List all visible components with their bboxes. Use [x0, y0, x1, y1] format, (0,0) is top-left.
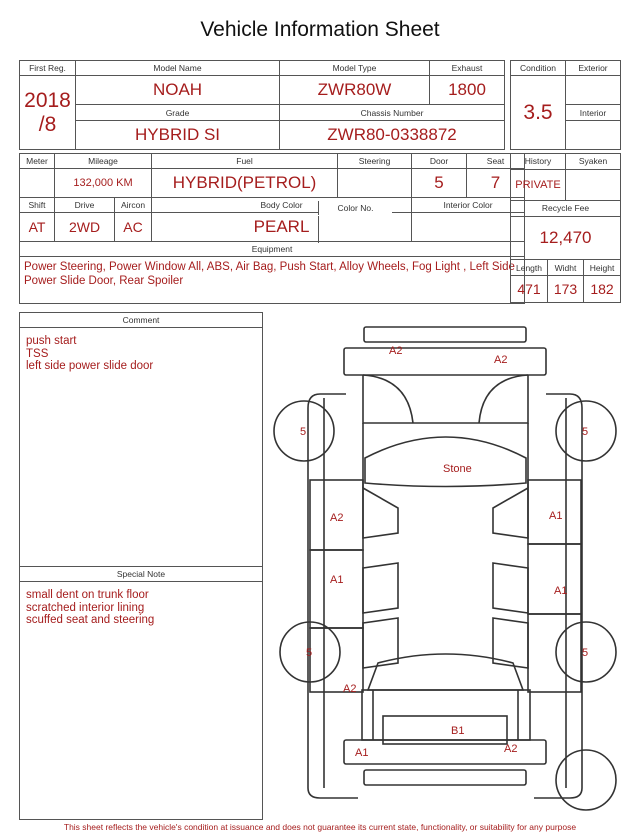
interior-color-value [412, 213, 525, 242]
body-color-label: Body Color [152, 198, 412, 213]
rear-bottom-bar [364, 770, 526, 785]
comment-text [20, 328, 262, 380]
interior-color-label: Interior Color [412, 198, 525, 213]
seat-value: 7 [467, 169, 525, 198]
color-no-value [318, 216, 392, 243]
special-note-text [20, 582, 262, 634]
steering-label: Steering [338, 154, 412, 169]
door-value: 5 [412, 169, 467, 198]
history-label: History [511, 154, 566, 170]
length-value: 471 [511, 276, 548, 303]
syaken-label: Syaken [566, 154, 621, 170]
comment-line: push start [26, 335, 77, 347]
front-top-bar [364, 327, 526, 342]
left-rear-door [310, 550, 363, 628]
syaken-value [566, 169, 621, 200]
steering-value [338, 169, 412, 198]
height-value: 182 [584, 276, 621, 303]
comment-line: TSS [26, 347, 49, 360]
mark-rear-left-tire: 5 [306, 647, 313, 659]
length-label: Length [511, 260, 548, 276]
door-label: Door [412, 154, 467, 169]
front-bumper [344, 348, 546, 375]
mark-front-right-tire: 5 [582, 426, 589, 438]
meter-value [20, 169, 55, 198]
mark-right-front-door: A1 [549, 510, 563, 522]
special-note-box [19, 566, 263, 820]
special-note-line: small dent on trunk floor [26, 589, 149, 601]
rear-window [368, 654, 523, 690]
model-name-label: Model Name [76, 61, 280, 76]
special-note-label: Special Note [20, 567, 262, 582]
comment-box [19, 312, 263, 568]
fuel-label: Fuel [152, 154, 338, 169]
mileage-value: 132,000 KM [55, 169, 152, 198]
windshield [365, 437, 526, 487]
exterior-label: Exterior [566, 61, 621, 76]
recycle-fee-label: Recycle Fee [511, 200, 621, 216]
shift-value: AT [20, 213, 55, 242]
special-note-line: scratched interior lining [26, 601, 145, 614]
first-reg-label: First Reg. [20, 61, 76, 76]
comment-line: left side power slide door [26, 360, 154, 372]
first-reg-year: 2018 [24, 88, 71, 112]
mileage-label: Mileage [55, 154, 152, 169]
history-table [510, 153, 621, 303]
car-damage-diagram [268, 318, 624, 818]
chassis-number-value: ZWR80-0338872 [280, 120, 505, 149]
exterior-value [566, 76, 621, 105]
grade-label: Grade [76, 105, 280, 120]
exhaust-label: Exhaust [430, 61, 505, 76]
aircon-value: AC [115, 213, 152, 242]
mark-left-rear-quarter: A2 [343, 683, 357, 695]
drive-label: Drive [55, 198, 115, 213]
mark-tailgate: B1 [451, 725, 465, 737]
recycle-fee-value: 12,470 [511, 216, 621, 260]
mark-right-rear-door: A1 [554, 585, 568, 597]
mark-front-bumper: A2 [389, 345, 403, 357]
grade-value: HYBRID SI [76, 120, 280, 149]
model-type-value: ZWR80W [280, 76, 430, 105]
equipment-label: Equipment [20, 242, 525, 257]
mark-rear-left: A1 [355, 747, 369, 759]
tailgate-frame [362, 690, 530, 740]
mark-left-front-door: A2 [330, 512, 344, 524]
chassis-number-label: Chassis Number [280, 105, 505, 120]
interior-label: Interior [566, 105, 621, 120]
page-title: Vehicle Information Sheet [200, 18, 440, 41]
meter-label: Meter [20, 154, 55, 169]
width-label: Widht [548, 260, 584, 276]
right-rear-door [528, 544, 581, 614]
condition-label: Condition [511, 61, 566, 76]
first-reg-value [20, 76, 76, 150]
drive-value: 2WD [55, 213, 115, 242]
interior-value [566, 120, 621, 149]
comment-label: Comment [20, 313, 262, 328]
condition-table [510, 60, 621, 150]
spare-tire [556, 750, 616, 810]
disclaimer-footer: This sheet reflects the vehicle's condition at issuance and does not guarantee its current state, functionality, or suitability for any purpose [63, 822, 577, 832]
model-type-label: Model Type [280, 61, 430, 76]
first-reg-month: /8 [38, 112, 57, 136]
exhaust-value: 1800 [430, 76, 505, 105]
main-info-table [19, 60, 505, 150]
special-note-line: scuffed seat and steering [26, 614, 155, 626]
history-value: PRIVATE [511, 169, 566, 200]
details-table [19, 153, 525, 304]
model-name-value: NOAH [76, 76, 280, 105]
color-no-label: Color No. [318, 201, 392, 215]
height-label: Height [584, 260, 621, 276]
condition-value: 3.5 [511, 76, 566, 150]
mark-rear-bumper: A2 [504, 743, 518, 755]
mark-rear-right-tire: 5 [582, 647, 589, 659]
width-value: 173 [548, 276, 584, 303]
mark-front-left-tire: 5 [300, 426, 307, 438]
mark-hood-front: A2 [494, 354, 508, 366]
fuel-value: HYBRID(PETROL) [152, 169, 338, 198]
mark-windshield: Stone [443, 463, 472, 475]
mark-left-rear-door: A1 [330, 574, 344, 586]
seat-label: Seat [467, 154, 525, 169]
body-color-value: PEARL [152, 213, 412, 242]
aircon-label: Aircon [115, 198, 152, 213]
shift-label: Shift [20, 198, 55, 213]
equipment-value: Power Steering, Power Window All, ABS, Air Bag, Push Start, Alloy Wheels, Fog Light , Left Side Power Slide Door, Rear Spoiler [20, 257, 525, 304]
